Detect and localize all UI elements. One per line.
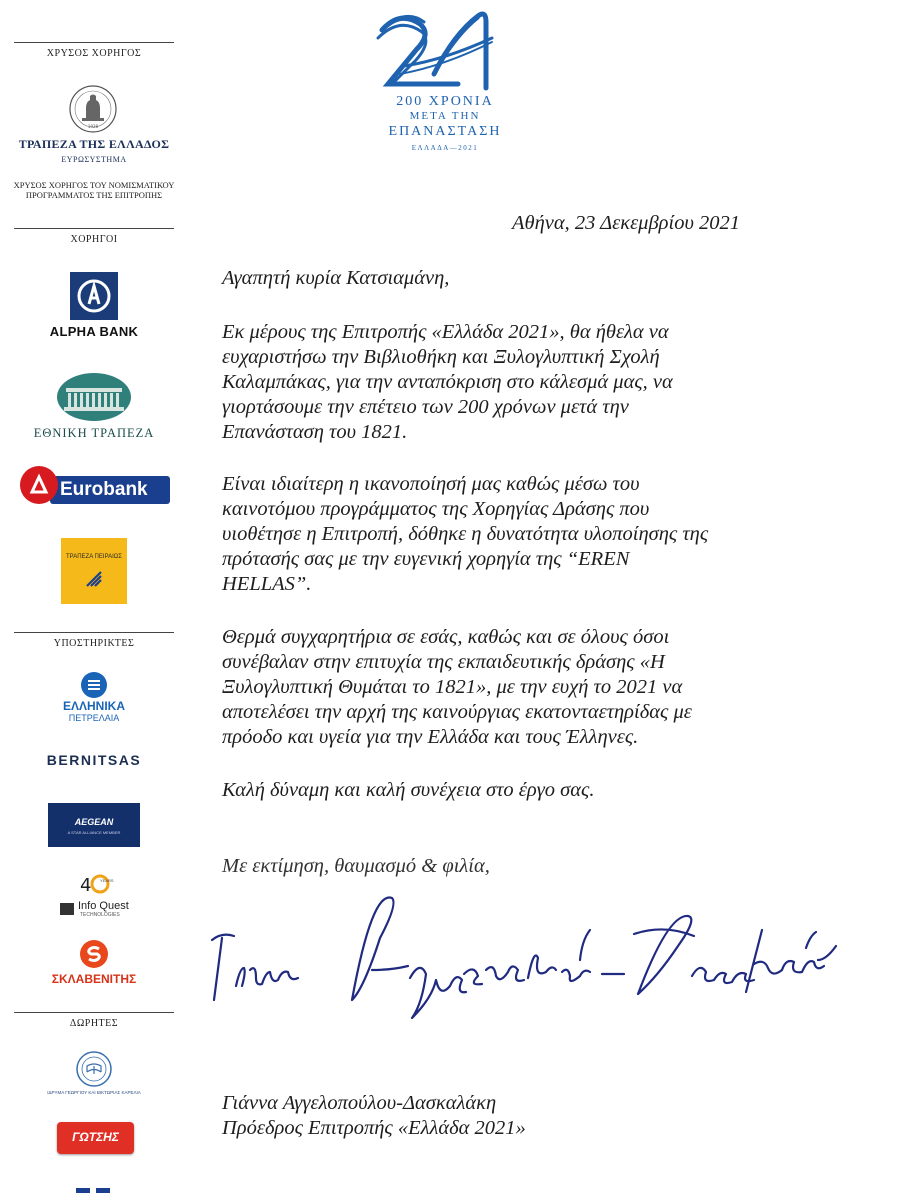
piraeus-mark-icon <box>85 570 103 588</box>
gotsis-logo <box>57 1122 134 1154</box>
sklavenitis-name: ΣΚΛΑΒΕΝΙΤΗΣ <box>51 972 137 986</box>
divider <box>14 228 174 229</box>
infoquest-name: Info Quest <box>78 900 129 912</box>
infoquest-box-icon <box>60 903 74 915</box>
bernitsas-name: BERNITSAS <box>46 752 142 768</box>
caption-line: ΧΡΥΣΟΣ ΧΟΡΗΓΟΣ ΤΟΥ ΝΟΜΙΣΜΑΤΙΚΟΥ <box>13 180 175 190</box>
supporters-title: ΥΠΟΣΤΗΡΙΚΤΕΣ <box>53 638 135 649</box>
national-bank-building-icon <box>56 372 132 422</box>
letter-closing: Με εκτίμηση, θαυμασμό & φιλία, <box>222 855 490 877</box>
bank-of-greece-caption <box>10 180 178 200</box>
bank-of-greece-seal-icon <box>68 84 118 134</box>
letter-paragraph: Είναι ιδιαίτερη η ικανοποίησή μας καθώς μέσω του καινοτόμου προγράμματος της Χορηγίας Δράσης που υιοθέτησε η Επιτροπή, δόθηκε η δυνατότητα υλοποίησης της πρότασής σας με την ευγενική χορηγία της “EREN HELLAS”. <box>222 473 709 595</box>
infoquest-40-years-icon <box>78 872 112 896</box>
signer-title: Πρόεδρος Επιτροπής «Ελλάδα 2021» <box>222 1117 526 1139</box>
signer-name: Γιάννα Αγγελοπούλου-Δασκαλάκη <box>222 1092 497 1114</box>
hellenic-petroleum-icon <box>81 672 107 698</box>
logo-line: ΕΠΑΝΑΣΤΑΣΗ <box>388 124 502 139</box>
hellenic-petroleum-line: ΠΕΤΡΕΛΑΙΑ <box>68 713 120 723</box>
gotsis-name: ΓΩΤΣΗΣ <box>72 1130 119 1144</box>
logo-line: ΜΕΤΑ ΤΗΝ <box>409 110 481 122</box>
greece-2021-emblem-icon <box>374 4 514 94</box>
logo-line: ΕΛΛΑΔΑ—2021 <box>411 144 479 152</box>
aegean-subtitle: A STAR ALLIANCE MEMBER <box>67 830 121 835</box>
national-bank-name: ΕΘΝΙΚΗ ΤΡΑΠΕΖΑ <box>33 426 155 440</box>
aegean-logo <box>48 803 140 847</box>
hellenic-petroleum-name <box>14 700 174 724</box>
sklavenitis-emblem-icon <box>80 940 108 968</box>
letter-paragraph: Θερμά συγχαρητήρια σε εσάς, καθώς και σε όλους όσοι συνέβαλαν στην επιτυχία της εκπαιδευτικής δράσης «Η Ξυλογλυπτική Θυμάται το 1821», με την ευχή το 2021 να αποτελέσει την αρχή της καινούργιας εκατονταετηρίδας με πρόοδο και υγεία για την Ελλάδα και τους Έλληνες. <box>222 626 692 748</box>
alpha-bank-name: ALPHA BANK <box>49 324 139 339</box>
bank-of-greece-name: ΤΡΑΠΕΖΑ ΤΗΣ ΕΛΛΑΔΟΣ <box>18 137 170 151</box>
infoquest-years: YEARS <box>100 878 114 883</box>
cropped-logo-icon <box>74 1180 114 1189</box>
handwritten-signature <box>202 890 862 1040</box>
sponsors-sidebar <box>0 0 190 1189</box>
divider <box>14 632 174 633</box>
svg-text:1928: 1928 <box>87 124 99 129</box>
donors-title: ΔΩΡΗΤΕΣ <box>69 1018 119 1029</box>
letter-paragraph: Καλή δύναμη και καλή συνέχεια στο έργο σας. <box>222 779 595 801</box>
alpha-bank-logo-icon <box>70 272 118 320</box>
divider <box>14 1012 174 1013</box>
piraeus-bank-name: ΤΡΑΠΕΖΑ ΠΕΙΡΑΙΩΣ <box>66 554 122 560</box>
piraeus-bank-logo <box>61 538 127 604</box>
caption-line: ΠΡΟΓΡΑΜΜΑΤΟΣ ΤΗΣ ΕΠΙΤΡΟΠΗΣ <box>25 190 163 200</box>
bank-of-greece-subtitle: ΕΥΡΩΣΥΣΤΗΜΑ <box>61 155 127 164</box>
letter-paragraph: Εκ μέρους της Επιτροπής «Ελλάδα 2021», θα ήθελα να ευχαριστήσω την Βιβλιοθήκη και Ξυλογλυπτική Σχολή Καλαμπάκας, για την ανταπόκριση στο κάλεσμά μας, να γιορτάσουμε την επέτειο των 200 χρόνων μετά την Επανάσταση του 1821. <box>222 321 673 443</box>
hellenic-petroleum-line: ΕΛΛΗΝΙΚΑ <box>62 699 125 713</box>
greece-2021-logo <box>360 0 530 160</box>
infoquest-subtitle: TECHNOLOGIES <box>80 912 120 918</box>
letter-date: Αθήνα, 23 Δεκεμβρίου 2021 <box>512 212 740 234</box>
divider <box>14 42 174 43</box>
gold-sponsor-title: ΧΡΥΣΟΣ ΧΟΡΗΓΟΣ <box>46 48 142 59</box>
letter-salutation: Αγαπητή κυρία Κατσιαμάνη, <box>222 267 450 289</box>
karelia-foundation-name: ΙΔΡΥΜΑ ΓΕΩΡΓΙΟΥ ΚΑΙ ΒΙΚΤΩΡΙΑΣ ΚΑΡΕΛΙΑ <box>47 1090 141 1095</box>
svg-text:4: 4 <box>80 875 92 896</box>
sponsors-title: ΧΟΡΗΓΟΙ <box>70 234 118 245</box>
eurobank-logo <box>20 466 170 506</box>
logo-line: 200 ΧΡΟΝΙΑ <box>396 94 494 109</box>
aegean-name: AEGEAN <box>74 817 114 827</box>
eurobank-emblem-icon <box>20 466 58 504</box>
karelia-foundation-seal-icon <box>75 1050 113 1088</box>
eurobank-name: Eurobank <box>60 479 148 500</box>
